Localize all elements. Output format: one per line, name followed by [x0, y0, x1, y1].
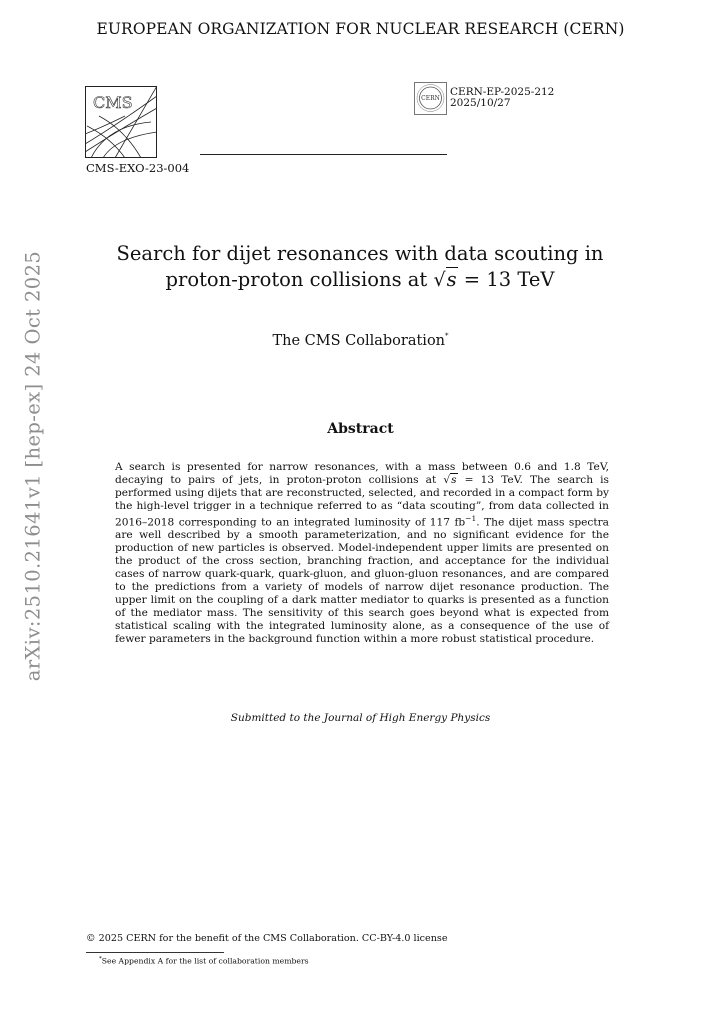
organization-header: EUROPEAN ORGANIZATION FOR NUCLEAR RESEARCH (CERN) [96, 20, 625, 38]
footnote [99, 956, 309, 966]
abstract-sqrt-expression: √s [443, 473, 457, 486]
report-number-block [450, 87, 554, 109]
cern-logo [414, 82, 447, 115]
license-line: © 2025 CERN for the benefit of the CMS Collaboration. CC-BY-4.0 license [86, 933, 448, 944]
author-name: The CMS Collaboration [272, 333, 446, 349]
report-date: 2025/10/27 [450, 97, 511, 109]
svg-text:CMS: CMS [93, 93, 133, 112]
experiment-id: CMS-EXO-23-004 [86, 161, 190, 175]
author-footnote-marker: * [445, 332, 449, 340]
abstract-heading: Abstract [327, 421, 394, 437]
footnote-text: See Appendix A for the list of collaboration members [101, 956, 309, 966]
title-line-2: proton-proton collisions at √s = 13 TeV [165, 268, 555, 291]
lumi-exponent: −1 [465, 513, 477, 523]
abstract-body: A search is presented for narrow resonances, with a mass between 0.6 and 1.8 TeV, decaying to pairs of jets, in proton-proton collisions at √s = 13 TeV. The search is performed using dijets that are reconstructed, selected, and recorded in a compact form by the high-level trigger in a technique referred to as “data scouting”, from data collected in 2016–2018 corresponding to an integrated luminosity of 117 $fb^{-1}$. The dijet mass spectra are well described by a smooth parameterization, and no significant evidence for the production of new particles is observed. Model-independent upper limits are presented on the product of the cross section, branching fraction, and acceptance for the individual cases of narrow quark-quark, quark-gluon, and gluon-gluon resonances, and are compared to the predictions from a variety of models of narrow dijet resonance production. The upper limit on the coupling of a dark matter mediator to quarks is presented as a function of the mediator mass. The sensitivity of this search goes beyond what is expected from statistical scaling with the integrated luminosity alone, as a consequence of the use of fewer parameters in the background function within a more robust statistical procedure. [115, 461, 609, 645]
footnote-divider [86, 952, 224, 953]
submission-note: Submitted to the Journal of High Energy Physics [230, 712, 491, 724]
sqrt-expression: √s [433, 268, 457, 291]
header-divider [200, 154, 447, 155]
cms-logo [85, 86, 157, 158]
title-line-1: Search for dijet resonances with data scouting in [116, 242, 604, 265]
footnote-marker: * [99, 956, 102, 962]
paper-title [100, 241, 620, 293]
arxiv-stamp-text: arXiv:2510.21641v1 [hep-ex] 24 Oct 2025 [21, 250, 45, 682]
svg-text:CERN: CERN [421, 95, 440, 102]
report-number: CERN-EP-2025-212 [450, 86, 555, 98]
author-line [0, 333, 721, 349]
